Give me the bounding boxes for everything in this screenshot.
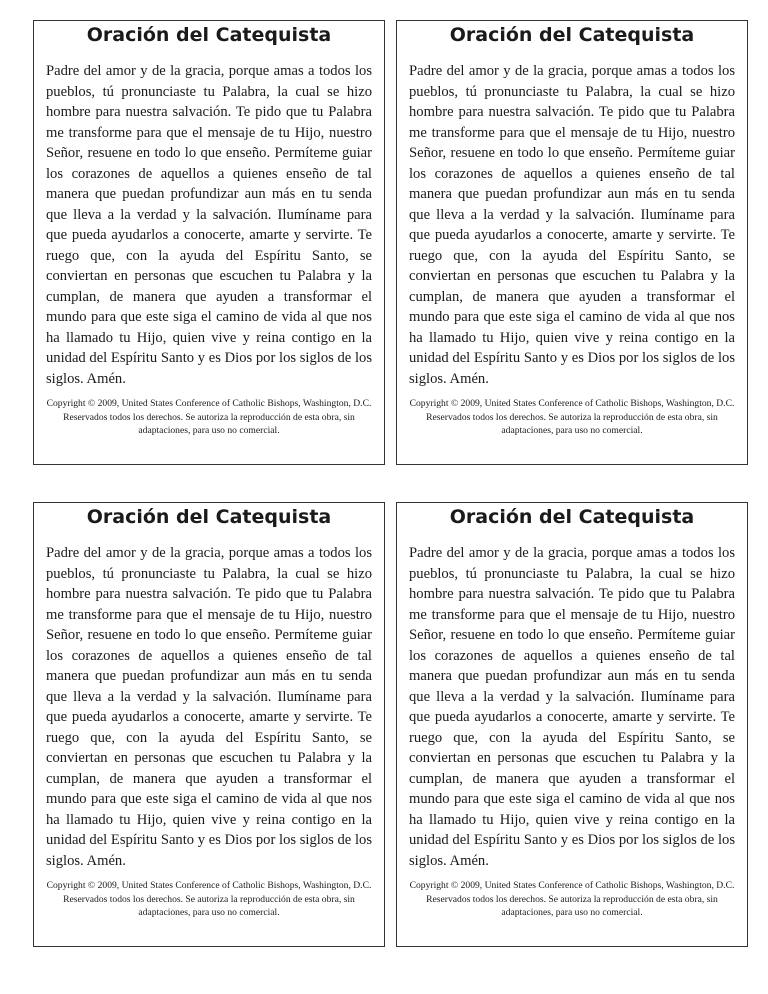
prayer-text: Padre del amor y de la gracia, porque amas a todos los pueblos, tú pronunciaste tu Palabra, la cual se hizo hombre para nuestra salvación. Te pido que tu Palabra me transforme para que el mensaje de tu Hijo, nuestro Señor, resuene en todo lo que enseño. Permíteme guiar los corazones de aquellos a quienes enseño de tal manera que puedan profundizar aun más en tu senda que lleva a la verdad y la salvación. Ilumíname para que pueda ayudarlos a conocerte, amarte y servirte. Te ruego que, con la ayuda del Espíritu Santo, se conviertan en personas que escuchen tu Palabra y la cumplan, de manera que ayuden a transformar el mundo para que este siga el camino de vida al que nos ha llamado tu Hijo, quien vive y reina contigo en la unidad del Espíritu Santo y es Dios por los siglos de los siglos. Amén. (409, 545, 735, 869)
card-title: Oración del Catequista (86, 24, 332, 46)
prayer-card-4 (396, 502, 748, 947)
prayer-text: Padre del amor y de la gracia, porque amas a todos los pueblos, tú pronunciaste tu Palabra, la cual se hizo hombre para nuestra salvación. Te pido que tu Palabra me transforme para que el mensaje de tu Hijo, nuestro Señor, resuene en todo lo que enseño. Permíteme guiar los corazones de aquellos a quienes enseño de tal manera que puedan profundizar aun más en tu senda que lleva a la verdad y la salvación. Ilumíname para que pueda ayudarlos a conocerte, amarte y servirte. Te ruego que, con la ayuda del Espíritu Santo, se conviertan en personas que escuchen tu Palabra y la cumplan, de manera que ayuden a transformar el mundo para que este siga el camino de vida al que nos ha llamado tu Hijo, quien vive y reina contigo en la unidad del Espíritu Santo y es Dios por los siglos de los siglos. Amén. (409, 63, 735, 387)
card-title: Oración del Catequista (449, 24, 695, 46)
card-title: Oración del Catequista (86, 506, 332, 528)
prayer-card-1 (33, 20, 385, 465)
prayer-text: Padre del amor y de la gracia, porque amas a todos los pueblos, tú pronunciaste tu Palabra, la cual se hizo hombre para nuestra salvación. Te pido que tu Palabra me transforme para que el mensaje de tu Hijo, nuestro Señor, resuene en todo lo que enseño. Permíteme guiar los corazones de aquellos a quienes enseño de tal manera que puedan profundizar aun más en tu senda que lleva a la verdad y la salvación. Ilumíname para que pueda ayudarlos a conocerte, amarte y servirte. Te ruego que, con la ayuda del Espíritu Santo, se conviertan en personas que escuchen tu Palabra y la cumplan, de manera que ayuden a transformar el mundo para que este siga el camino de vida al que nos ha llamado tu Hijo, quien vive y reina contigo en la unidad del Espíritu Santo y es Dios por los siglos de los siglos. Amén. (46, 63, 372, 387)
prayer-card-2 (396, 20, 748, 465)
card-title: Oración del Catequista (449, 506, 695, 528)
prayer-text: Padre del amor y de la gracia, porque amas a todos los pueblos, tú pronunciaste tu Palabra, la cual se hizo hombre para nuestra salvación. Te pido que tu Palabra me transforme para que el mensaje de tu Hijo, nuestro Señor, resuene en todo lo que enseño. Permíteme guiar los corazones de aquellos a quienes enseño de tal manera que puedan profundizar aun más en tu senda que lleva a la verdad y la salvación. Ilumíname para que pueda ayudarlos a conocerte, amarte y servirte. Te ruego que, con la ayuda del Espíritu Santo, se conviertan en personas que escuchen tu Palabra y la cumplan, de manera que ayuden a transformar el mundo para que este siga el camino de vida al que nos ha llamado tu Hijo, quien vive y reina contigo en la unidad del Espíritu Santo y es Dios por los siglos de los siglos. Amén. (46, 545, 372, 869)
prayer-card-3 (33, 502, 385, 947)
copyright-notice: Copyright © 2009, United States Conference of Catholic Bishops, Washington, D.C. Reservados todos los derechos. Se autoriza la reproducción de esta obra, sin adaptaciones, para uso no comercial. (46, 398, 372, 436)
copyright-notice: Copyright © 2009, United States Conference of Catholic Bishops, Washington, D.C. Reservados todos los derechos. Se autoriza la reproducción de esta obra, sin adaptaciones, para uso no comercial. (409, 880, 735, 918)
copyright-notice: Copyright © 2009, United States Conference of Catholic Bishops, Washington, D.C. Reservados todos los derechos. Se autoriza la reproducción de esta obra, sin adaptaciones, para uso no comercial. (409, 398, 735, 436)
copyright-notice: Copyright © 2009, United States Conference of Catholic Bishops, Washington, D.C. Reservados todos los derechos. Se autoriza la reproducción de esta obra, sin adaptaciones, para uso no comercial. (46, 880, 372, 918)
